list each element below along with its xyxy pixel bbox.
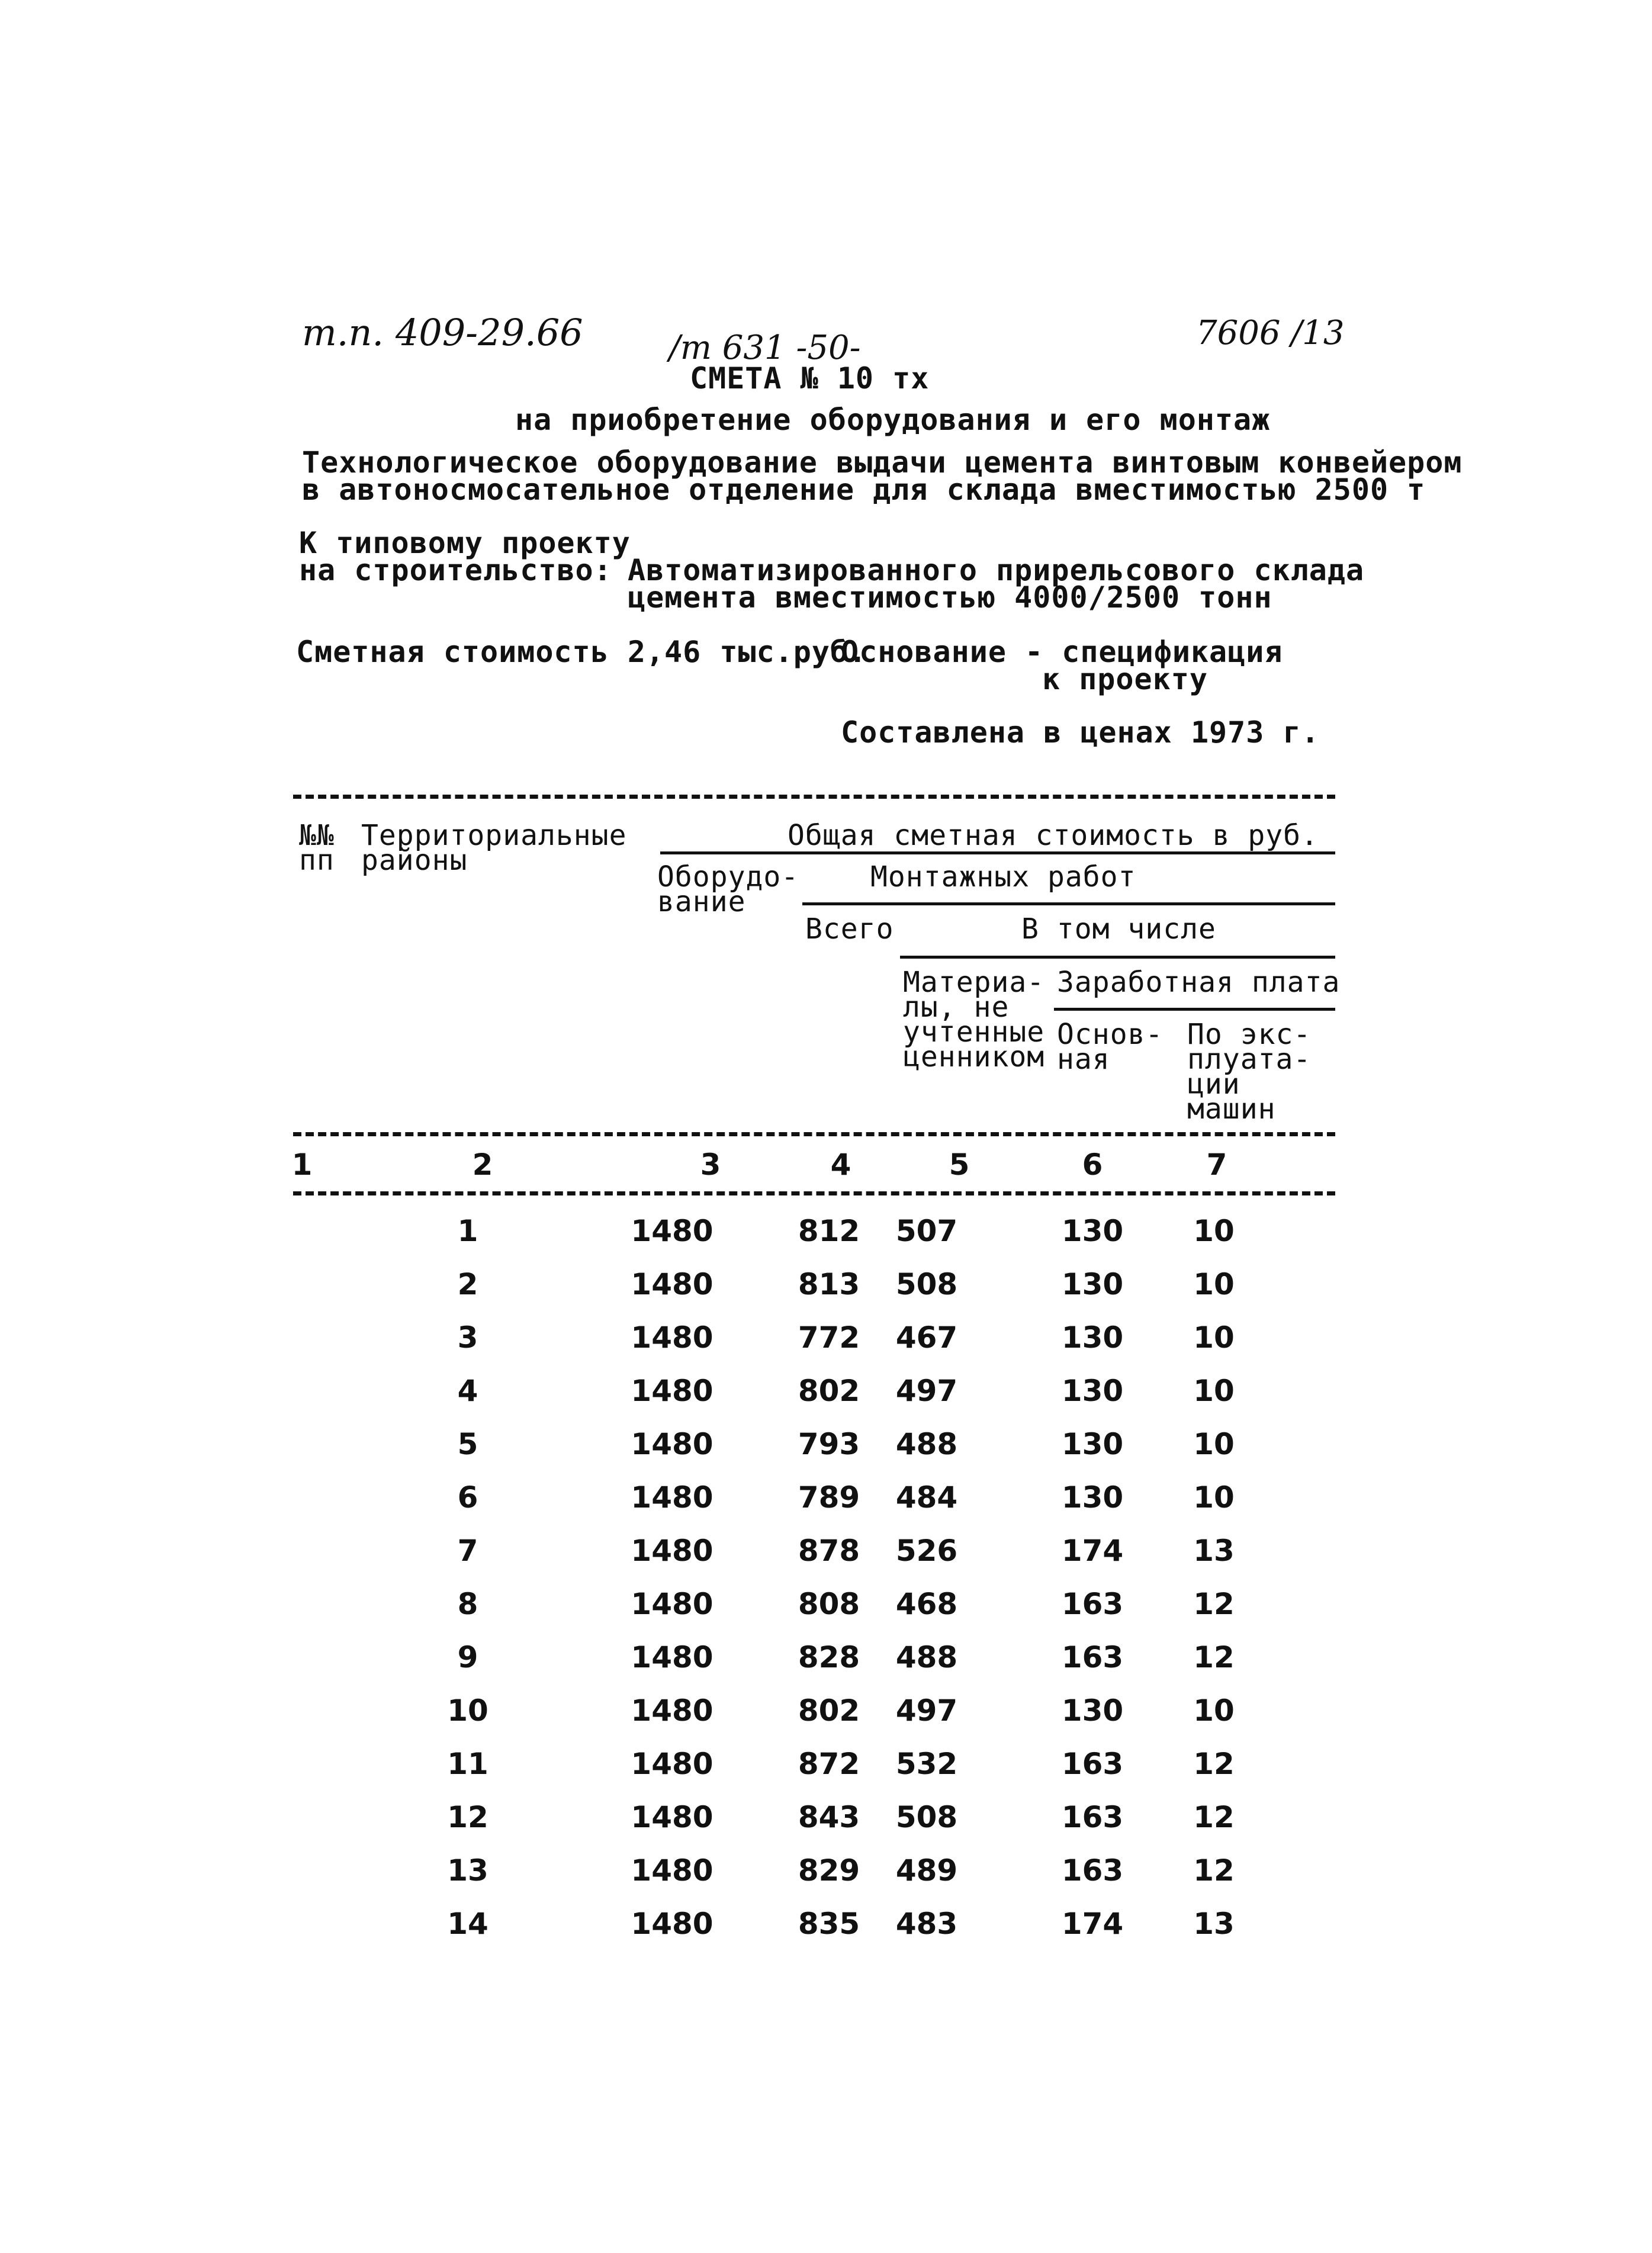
row-total: 802 — [798, 1374, 860, 1408]
row-total: 793 — [798, 1427, 860, 1461]
row-district: 8 — [457, 1587, 478, 1621]
row-machines: 10 — [1193, 1693, 1235, 1728]
row-total: 872 — [798, 1747, 860, 1781]
row-equipment: 1480 — [631, 1640, 713, 1675]
row-materials: 483 — [895, 1907, 958, 1941]
col-districts-header: Территориальные районы — [361, 819, 627, 877]
row-basic: 174 — [1061, 1534, 1124, 1568]
row-materials: 467 — [895, 1320, 958, 1355]
project-label-line-1: К типовому проекту — [299, 526, 631, 560]
row-machines: 10 — [1193, 1320, 1235, 1355]
column-numbers-dashed-line — [293, 1191, 1335, 1195]
row-district: 14 — [447, 1907, 488, 1941]
row-total: 878 — [798, 1534, 860, 1568]
project-number: т.п. 409-29.66 — [302, 311, 583, 354]
estimate-description-line-2: в автоносмосательное отделение для склада вместимостью 2500 т — [302, 473, 1426, 507]
row-basic: 130 — [1061, 1267, 1124, 1301]
row-basic: 163 — [1061, 1853, 1124, 1888]
column-number: 1 — [291, 1148, 313, 1182]
column-number: 5 — [949, 1148, 970, 1182]
row-materials: 497 — [895, 1374, 958, 1408]
row-district: 3 — [457, 1320, 478, 1355]
row-materials: 468 — [895, 1587, 958, 1621]
row-materials: 497 — [895, 1693, 958, 1728]
row-total: 843 — [798, 1800, 860, 1834]
row-basic: 130 — [1061, 1480, 1124, 1515]
sheet-mark: /т 631 -50- — [669, 329, 861, 367]
row-materials: 508 — [895, 1800, 958, 1834]
estimate-heading: СМЕТА № 10 тх — [690, 361, 930, 396]
row-machines: 10 — [1193, 1267, 1235, 1301]
column-number: 3 — [700, 1148, 721, 1182]
row-basic: 130 — [1061, 1693, 1124, 1728]
row-materials: 489 — [895, 1853, 958, 1888]
row-materials: 508 — [895, 1267, 958, 1301]
row-equipment: 1480 — [631, 1214, 713, 1248]
row-materials: 488 — [895, 1640, 958, 1675]
row-materials: 484 — [895, 1480, 958, 1515]
basic-salary-header: Основ- ная — [1057, 1018, 1164, 1076]
row-machines: 12 — [1193, 1853, 1235, 1888]
row-equipment: 1480 — [631, 1587, 713, 1621]
row-district: 6 — [457, 1480, 478, 1515]
row-equipment: 1480 — [631, 1693, 713, 1728]
row-basic: 163 — [1061, 1640, 1124, 1675]
row-equipment: 1480 — [631, 1427, 713, 1461]
row-district: 7 — [457, 1534, 478, 1568]
materials-header: Материа- лы, не учтенные ценником — [903, 966, 1045, 1074]
estimate-description-line-1: Технологическое оборудование выдачи цемента винтовым конвейером — [302, 445, 1463, 480]
including-rule — [900, 956, 1335, 959]
row-district: 2 — [457, 1267, 478, 1301]
row-district: 5 — [457, 1427, 478, 1461]
including-header: В том числе — [1021, 912, 1216, 946]
row-equipment: 1480 — [631, 1267, 713, 1301]
row-district: 11 — [447, 1747, 488, 1781]
project-value-line-2: цемента вместимостью 4000/2500 тонн — [628, 580, 1272, 615]
estimate-subheading: на приобретение оборудования и его монтаж — [515, 403, 1271, 437]
salary-header: Заработная плата — [1057, 966, 1341, 999]
table-top-dashed-line — [293, 795, 1335, 799]
row-machines: 13 — [1193, 1907, 1235, 1941]
total-cost-header: Общая сметная стоимость в руб. — [788, 819, 1319, 852]
salary-rule — [1054, 1008, 1335, 1011]
row-machines: 12 — [1193, 1640, 1235, 1675]
row-materials: 532 — [895, 1747, 958, 1781]
all-header: Всего — [805, 912, 894, 946]
column-number: 7 — [1206, 1148, 1227, 1182]
installation-header: Монтажных работ — [870, 860, 1136, 894]
equipment-header: Оборудо- вание — [657, 860, 799, 918]
row-total: 813 — [798, 1267, 860, 1301]
row-total: 789 — [798, 1480, 860, 1515]
row-district: 10 — [447, 1693, 488, 1728]
total-cost-rule — [660, 851, 1335, 854]
row-basic: 163 — [1061, 1747, 1124, 1781]
row-total: 812 — [798, 1214, 860, 1248]
row-total: 802 — [798, 1693, 860, 1728]
row-equipment: 1480 — [631, 1320, 713, 1355]
row-machines: 13 — [1193, 1534, 1235, 1568]
row-total: 772 — [798, 1320, 860, 1355]
row-equipment: 1480 — [631, 1907, 713, 1941]
row-equipment: 1480 — [631, 1534, 713, 1568]
header-bottom-dashed-line — [293, 1132, 1335, 1136]
row-machines: 10 — [1193, 1374, 1235, 1408]
basis-line-1: Основание - спецификация — [841, 635, 1283, 669]
row-total: 829 — [798, 1853, 860, 1888]
row-district: 4 — [457, 1374, 478, 1408]
row-machines: 10 — [1193, 1214, 1235, 1248]
row-machines: 12 — [1193, 1587, 1235, 1621]
row-total: 808 — [798, 1587, 860, 1621]
row-basic: 130 — [1061, 1214, 1124, 1248]
basis-line-2: к проекту — [1042, 662, 1208, 696]
column-number: 6 — [1082, 1148, 1103, 1182]
row-district: 1 — [457, 1214, 478, 1248]
row-machines: 10 — [1193, 1480, 1235, 1515]
row-equipment: 1480 — [631, 1800, 713, 1834]
column-number: 4 — [830, 1148, 851, 1182]
row-total: 835 — [798, 1907, 860, 1941]
row-materials: 507 — [895, 1214, 958, 1248]
column-number: 2 — [472, 1148, 493, 1182]
row-basic: 163 — [1061, 1587, 1124, 1621]
prices-year: Составлена в ценах 1973 г. — [841, 715, 1320, 750]
row-equipment: 1480 — [631, 1747, 713, 1781]
project-value-line-1: Автоматизированного прирельсового склада — [628, 553, 1365, 587]
row-equipment: 1480 — [631, 1853, 713, 1888]
row-total: 828 — [798, 1640, 860, 1675]
inventory-number: 7606 /13 — [1196, 314, 1345, 352]
row-district: 9 — [457, 1640, 478, 1675]
row-machines: 10 — [1193, 1427, 1235, 1461]
row-basic: 174 — [1061, 1907, 1124, 1941]
installation-rule — [802, 902, 1335, 905]
row-district: 13 — [447, 1853, 488, 1888]
project-label-line-2: на строительство: — [299, 553, 612, 587]
estimated-cost: Сметная стоимость 2,46 тыс.руб. — [296, 635, 867, 669]
row-equipment: 1480 — [631, 1480, 713, 1515]
row-basic: 130 — [1061, 1427, 1124, 1461]
machine-operation-header: По экс- плуата- ции машин — [1187, 1018, 1312, 1126]
row-basic: 163 — [1061, 1800, 1124, 1834]
row-machines: 12 — [1193, 1747, 1235, 1781]
row-district: 12 — [447, 1800, 488, 1834]
row-basic: 130 — [1061, 1374, 1124, 1408]
row-materials: 526 — [895, 1534, 958, 1568]
row-basic: 130 — [1061, 1320, 1124, 1355]
row-machines: 12 — [1193, 1800, 1235, 1834]
row-materials: 488 — [895, 1427, 958, 1461]
row-equipment: 1480 — [631, 1374, 713, 1408]
col-number-header: №№ пп — [299, 819, 335, 877]
